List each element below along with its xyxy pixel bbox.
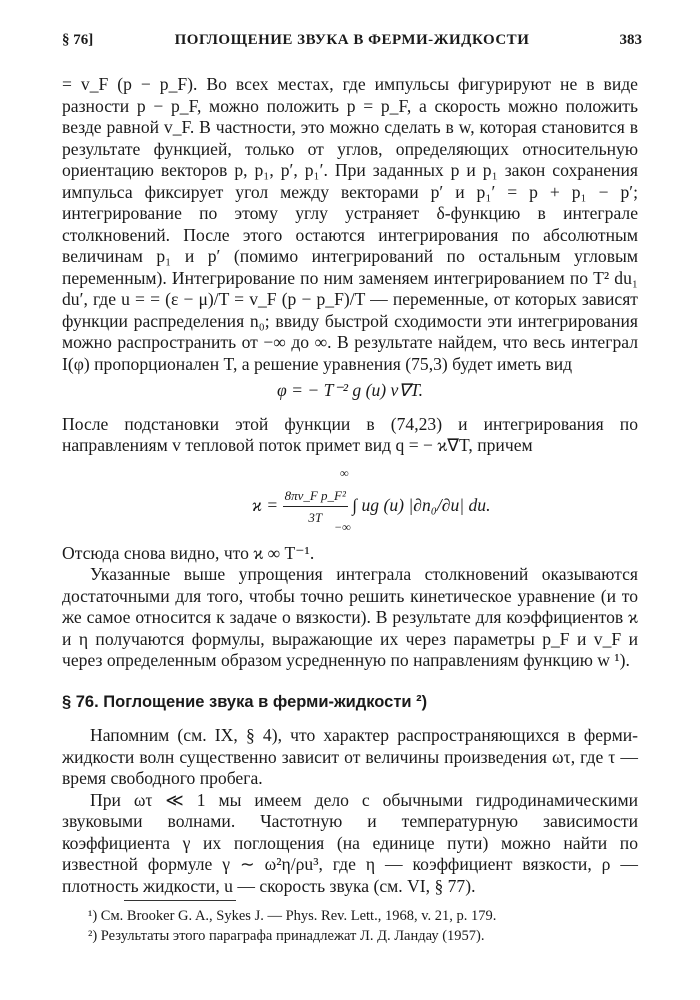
paragraph-simplifications: Указанные выше упрощения интеграла столкновений оказываются достаточными для того, чтобы точно решить кинетическое уравнение (и то же самое относится к задаче о вязкости). В результате для коэффициентов ϰ и η получаются формулы, выражающие их через параметры p_F и v_F и через определенным образом усредненную по направлениям функцию w ¹). — [62, 564, 638, 670]
paragraph-kappa-proportional: Отсюда снова видно, что ϰ ∞ T⁻¹. — [62, 542, 315, 563]
formula-phi: φ = − T⁻² g (u) v∇T. — [277, 380, 423, 400]
kappa-integral: ∫ ug (u) |∂n₀/∂u| du. — [352, 494, 491, 515]
header-section: § 76] — [62, 32, 94, 48]
paragraph-recall: Напомним (см. IX, § 4), что характер распространяющихся в ферми-жидкости волн существенно зависит от величины произведения ωτ, где τ — время свободного пробега. — [62, 725, 638, 788]
integral-upper-limit: ∞ — [340, 465, 349, 480]
formula-kappa — [62, 463, 638, 533]
paragraph-hydrodynamic: При ωτ ≪ 1 мы имеем дело с обычными гидродинамическими звуковыми волнами. Частотную и температурную зависимости коэффициента γ их поглощения (на единице пути) можно найти по известной формуле γ ∼ ω²η/ρu³, где η — коэффициент вязкости, ρ — плотность жидкости, u — скорость звука (см. VI, § 77). — [62, 789, 638, 896]
running-header — [62, 32, 642, 52]
section-heading: § 76. Поглощение звука в ферми-жидкости ²) — [62, 692, 428, 711]
kappa-numerator: 8πv_F p_F² — [283, 485, 348, 508]
paragraph-continued: = v_F (p − p_F). Во всех местах, где импульсы фигурируют не в виде разности p − p_F, можно положить p = p_F, а скорость можно положить везде равной v_F. В частности, это можно сделать в w, которая становится в результате функцией, только от углов, определяющих относительную ориентацию векторов p, p₁, p′, p₁′. При заданных p и p₁ закон сохранения импульса фиксирует угол между векторами p′ и p₁′ = p + p₁ − p′; интегрирование по этому углу устраняет δ-функцию в интеграле столкновений. После этого остаются интегрирования по абсолютным величинам p₁ и p′ (помимо интегрирований по остальным угловым переменным). Интегрирование по ним заменяем интегрированием по T² du₁ du′, где u = = (ε − μ)/T = v_F (p − p_F)/T — переменные, от которых зависят функции распределения n₀; ввиду быстрой сходимости эти интегрирования можно распространить от −∞ до ∞. В результате найдем, что весь интеграл I(φ) пропорционален T, а решение уравнения (75,3) будет иметь вид — [62, 74, 638, 374]
page-number: 383 — [619, 32, 642, 48]
footnote-rule — [124, 900, 236, 901]
integral-lower-limit: −∞ — [334, 519, 351, 534]
page-body — [62, 74, 638, 897]
footnote-1: ¹) См. Brooker G. A., Sykes J. — Phys. Rev. Lett., 1968, v. 21, p. 179. — [88, 908, 497, 924]
kappa-denominator: 3T — [308, 510, 323, 525]
footnote-2: ²) Результаты этого параграфа принадлежат Л. Д. Ландау (1957). — [88, 928, 485, 944]
kappa-lhs: ϰ = — [252, 494, 279, 515]
paragraph-heat-flux: После подстановки этой функции в (74,23) и интегрирования по направлениям v тепловой поток примет вид q = − ϰ∇T, причем — [62, 413, 638, 455]
header-title: ПОГЛОЩЕНИЕ ЗВУКА В ФЕРМИ-ЖИДКОСТИ — [174, 32, 530, 48]
